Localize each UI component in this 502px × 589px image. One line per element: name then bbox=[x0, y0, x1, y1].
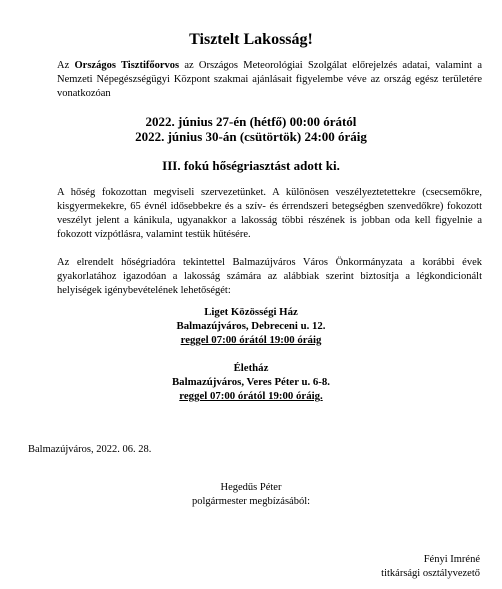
location-address: Balmazújváros, Veres Péter u. 6-8. bbox=[171, 376, 331, 388]
location-block-2 bbox=[0, 361, 502, 403]
intro-rest: az Országos Meteorológiai Szolgálat előrejelzés adatai, valamint a Nemzeti Népegészségügyi Központ szakmai ajánlásait figyelembe véve az ország egész területére vonatkozóan bbox=[57, 60, 482, 99]
signature-block-mayor bbox=[0, 481, 502, 509]
alert-start-date: 2022. június 27-én (hétfő) 00:00 órától bbox=[145, 114, 357, 129]
intro-bold-authority: Országos Tisztifőorvos bbox=[74, 60, 180, 71]
alert-end-date: 2022. június 30-án (csütörtök) 24:00 óráig bbox=[135, 129, 367, 144]
location-hours: reggel 07:00 órától 19:00 óráig. bbox=[179, 390, 323, 402]
health-advice-paragraph: A hőség fokozottan megviseli szervezetünket. A különösen veszélyeztetettekre (csecsemőkre, kisgyermekekre, 65 évnél idősebbekre és a szív- és érrendszeri betegségben szenvedőkre) fokozott veszélyt jelent a kánikula, ugyanakkor a lakosság többi részének is jobban oda kell figyelnie a fokozott vízpótlásra, valamint testük hűtésére. bbox=[57, 187, 482, 240]
place-and-date: Balmazújváros, 2022. 06. 28. bbox=[28, 444, 152, 455]
municipality-paragraph: Az elrendelt hőségriadóra tekintettel Balmazújváros Város Önkormányzata a korábbi évek gyakorlatához igazodóan a lakosság számára az alábbiak szerint biztosítja a légkondicionált helyiségek igénybevételének lehetőségét: bbox=[57, 257, 482, 296]
location-block-1 bbox=[0, 305, 502, 347]
intro-prefix: Az bbox=[57, 60, 75, 71]
signatory-name: Hegedűs Péter bbox=[220, 482, 282, 493]
signatory-role: polgármester megbízásából: bbox=[191, 496, 311, 507]
signature-block-head bbox=[381, 553, 480, 581]
page-title: Tisztelt Lakosság! bbox=[189, 31, 313, 48]
intro-paragraph bbox=[57, 59, 482, 101]
location-name: Liget Közösségi Ház bbox=[204, 306, 298, 318]
alert-level-heading: III. fokú hőségriasztást adott ki. bbox=[162, 158, 340, 173]
location-hours: reggel 07:00 órától 19:00 óráig bbox=[180, 334, 322, 346]
signatory-name: Fényi Imréné bbox=[423, 554, 480, 565]
signatory-role: titkársági osztályvezető bbox=[381, 568, 480, 579]
location-address: Balmazújváros, Debreceni u. 12. bbox=[176, 320, 326, 332]
location-name: Életház bbox=[233, 362, 269, 374]
